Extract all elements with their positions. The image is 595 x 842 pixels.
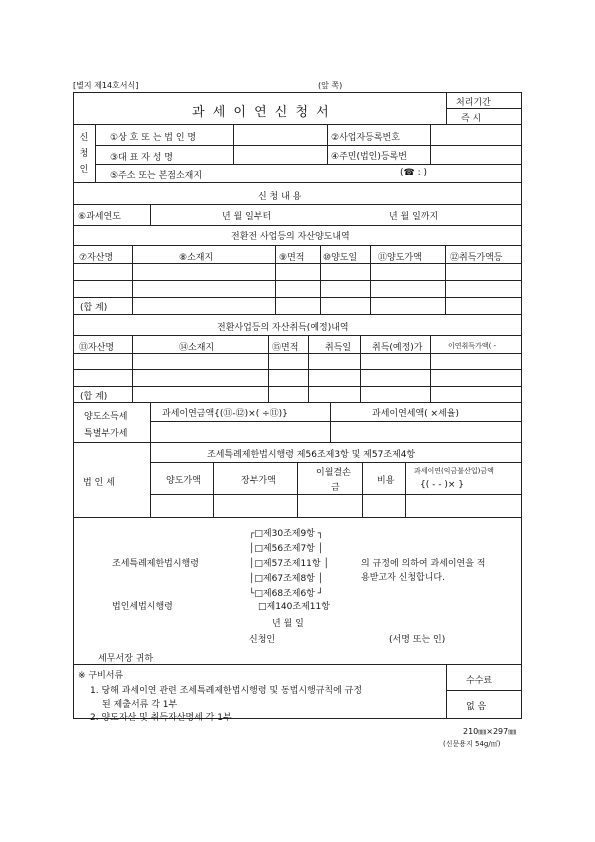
divider <box>405 462 406 517</box>
divider <box>370 245 371 314</box>
transfer-total-label: (합 계) <box>80 303 108 313</box>
divider <box>275 245 276 314</box>
deferred-tax-label: 과세이연세액( ×세율) <box>372 409 459 419</box>
corporate-decree-heading: 조세특례제한법시행령 제56조제3항 및 제57조제4항 <box>207 450 416 460</box>
divider <box>132 335 133 402</box>
divider <box>308 335 309 402</box>
divider <box>446 690 522 691</box>
corporate-col-deferred-formula: {( - - )× } <box>420 480 464 490</box>
divider <box>150 442 151 517</box>
transfer-col-area: ⑨면적 <box>279 253 305 263</box>
corporate-tax-label: 법 인 세 <box>83 478 115 488</box>
acquire-col-date: 취득일 <box>325 343 352 353</box>
address-label: ⑤주소 또는 본점소재지 <box>110 171 203 181</box>
statement-text-2: 용받고자 신청합니다. <box>361 573 445 583</box>
divider <box>327 124 328 164</box>
resident-no-label: ④주민(법인)등록번 <box>331 152 407 162</box>
form-number: [별지 제14호서식] <box>73 81 139 90</box>
divider <box>446 108 522 109</box>
divider <box>73 182 522 183</box>
tax-year-from: 년 월 일부터 <box>222 212 272 222</box>
divider <box>73 297 522 298</box>
divider <box>430 124 431 164</box>
decree-item-2: │□제56조제7항 │ <box>249 544 324 554</box>
acquire-col-price: 취득(예정)가 <box>372 343 423 353</box>
applicant-section-label: 신 청 인 <box>79 133 89 175</box>
acquire-col-location: ⑭소재지 <box>179 343 215 353</box>
tax-year-label: ⑥과세연도 <box>78 212 121 222</box>
decree-item-4: │□제67조제8항 │ <box>249 574 324 584</box>
divider <box>73 314 522 315</box>
divider <box>320 245 321 314</box>
divider <box>330 402 331 442</box>
applicant-signature-label: 신청인 <box>249 635 276 645</box>
divider <box>73 124 522 125</box>
divider <box>362 462 363 517</box>
divider <box>446 664 447 719</box>
tax-year-to: 년 월 일까지 <box>389 212 439 222</box>
decree-item-6: □제140조제11항 <box>258 602 330 612</box>
statement-law-1: 조세특례제한법시행령 <box>112 559 199 569</box>
statement-date: 년 월 일 <box>272 619 304 629</box>
divider <box>73 442 522 443</box>
paper-size: 210㎜×297㎜ <box>463 727 517 736</box>
document-item-1: 1. 당해 과세이연 관련 조세특례제한법시행령 및 동법시행규칙에 규정 <box>90 686 363 696</box>
documents-heading: ※ 구비서류 <box>78 671 124 681</box>
transfer-col-price: ⑪양도가액 <box>378 253 422 263</box>
divider <box>150 204 151 225</box>
acquire-col-deferred: 이연취득가액( - <box>448 342 497 350</box>
statement-law-2: 법인세법시행령 <box>112 602 173 612</box>
corporate-col-deferred: 과세이연(익금불산입)금액 <box>414 467 494 475</box>
divider <box>73 280 522 281</box>
business-reg-no-label: ②사업자등록번호 <box>331 133 400 143</box>
divider <box>360 335 361 402</box>
acquire-col-asset: ⑬자산명 <box>79 343 115 353</box>
corporate-col-deficit-2: 금 <box>331 483 340 493</box>
document-item-2: 2. 양도자산 및 취득자산명세 각 1부 <box>90 713 232 723</box>
decree-item-5: └□제68조제6항 ┘ <box>249 589 324 599</box>
divider <box>430 335 431 402</box>
fee-value: 없 음 <box>466 702 487 712</box>
corporate-col-transfer: 양도가액 <box>166 476 201 486</box>
divider <box>73 517 522 518</box>
divider <box>73 402 522 403</box>
divider <box>73 664 522 665</box>
divider <box>150 402 151 442</box>
transfer-col-date: ⑩양도일 <box>323 253 358 263</box>
corporate-col-cost: 비용 <box>377 476 395 486</box>
corporate-col-book: 장부가액 <box>241 476 276 486</box>
representative-label: ③대 표 자 성 명 <box>110 153 173 163</box>
page-side: (앞 쪽) <box>318 81 343 90</box>
divider <box>73 245 522 246</box>
transfer-col-asset: ⑦자산명 <box>79 253 114 263</box>
form-title: 과 세 이 연 신 청 서 <box>192 105 331 120</box>
acquire-total-label: (합 계) <box>80 392 108 402</box>
divider <box>150 462 522 463</box>
transfer-col-acquire-cost: ⑫취득가액등 <box>450 253 503 263</box>
statement-text-1: 의 규정에 의하여 과세이연을 적 <box>361 559 486 569</box>
divider <box>445 245 446 314</box>
divider <box>268 335 269 402</box>
divider <box>73 225 522 226</box>
deferred-amount-label: 과세이연금액{(⑪-⑫)×( ÷⑪)} <box>162 409 288 419</box>
divider <box>73 335 522 336</box>
divider <box>73 369 522 370</box>
divider <box>297 462 298 517</box>
document-item-1-cont: 된 제출서류 각 1부 <box>102 700 178 710</box>
acquire-col-area: ⑮면적 <box>272 343 299 353</box>
transfer-income-tax-label: 양도소득세 <box>84 412 128 422</box>
transfer-heading: 전환전 사업등의 자산양도내역 <box>231 232 350 242</box>
divider <box>95 124 96 182</box>
processing-value: 즉 시 <box>461 114 482 124</box>
divider <box>233 124 234 164</box>
special-surtax-label: 특별부가세 <box>84 429 128 439</box>
paper-type: (신문용지 54g/㎡) <box>443 740 501 748</box>
divider <box>95 164 522 165</box>
corporate-col-deficit: 이월결손 <box>316 468 351 478</box>
divider <box>95 145 522 146</box>
recipient: 세무서장 귀하 <box>98 654 154 664</box>
signature-placeholder: (서명 또는 인) <box>389 635 446 645</box>
request-heading: 신 청 내 용 <box>258 192 302 202</box>
company-name-label: ①상 호 또 는 법 인 명 <box>110 133 197 143</box>
divider <box>73 386 522 387</box>
divider <box>73 263 522 264</box>
phone-field: (☎ : ) <box>400 168 427 178</box>
divider <box>150 421 522 422</box>
decree-item-1: ┌□제30조제9항 ┐ <box>249 529 324 539</box>
transfer-col-location: ⑧소재지 <box>179 253 214 263</box>
decree-item-3: │□제57조제11항 │ <box>249 559 329 569</box>
divider <box>73 204 522 205</box>
divider <box>150 494 522 495</box>
processing-label: 처리기간 <box>456 98 491 108</box>
fee-label: 수수료 <box>466 676 493 686</box>
acquire-heading: 전환사업등의 자산취득(예정)내역 <box>217 323 349 333</box>
divider <box>213 462 214 517</box>
divider <box>132 245 133 314</box>
divider <box>73 353 522 354</box>
